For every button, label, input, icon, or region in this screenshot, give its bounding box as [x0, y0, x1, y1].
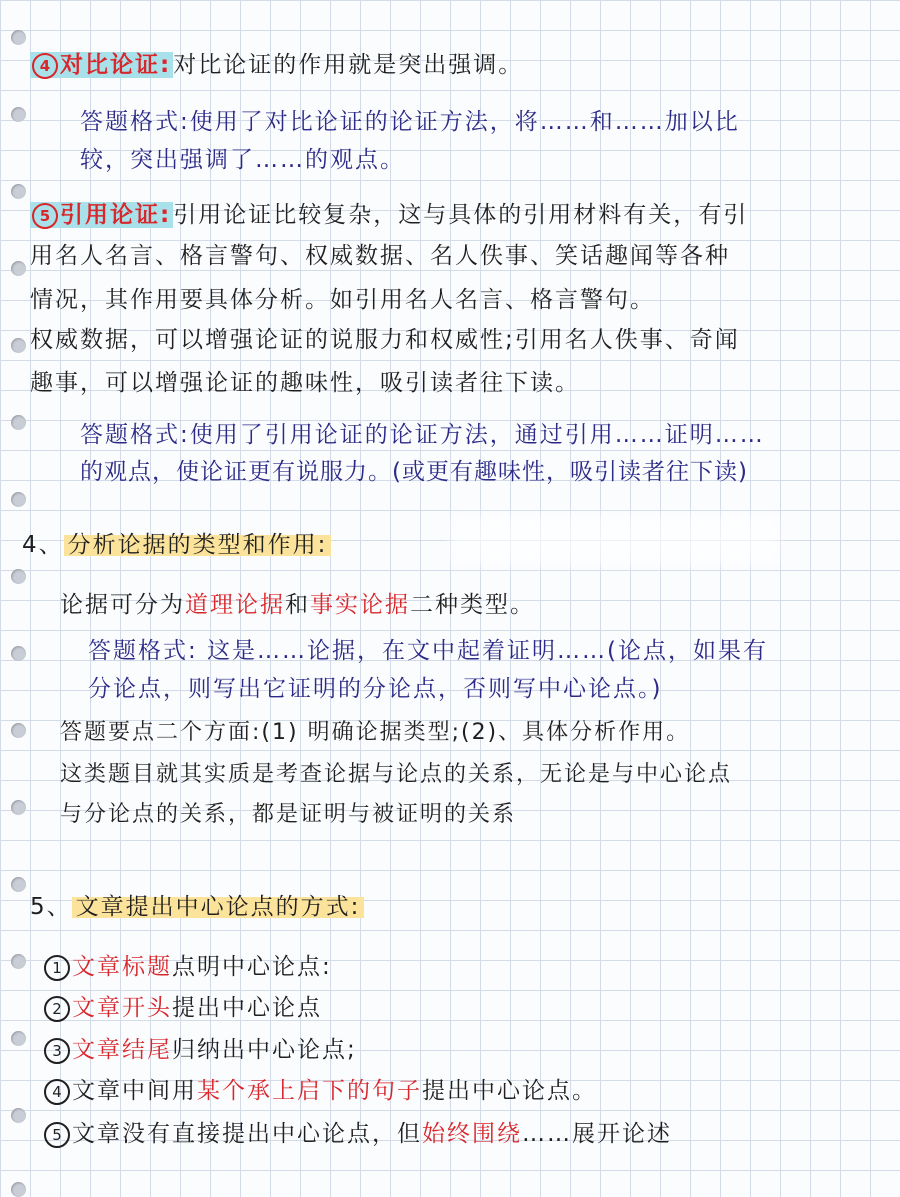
contrast-argument-heading: 4 对比论证:	[30, 52, 173, 78]
section-5-title: 5、 文章提出中心论点的方式:	[30, 892, 364, 922]
binder-hole	[11, 1031, 26, 1046]
eraser-smudge	[450, 515, 780, 565]
binder-hole	[11, 338, 26, 353]
citation-argument-line-3: 情况，其作用要具体分析。如引用名人名言、格言警句。	[30, 287, 655, 313]
citation-argument-line-1: 5 引用论证:引用论证比较复杂，这与具体的引用材料有关，有引	[30, 200, 748, 230]
citation-argument-line-4: 权威数据，可以增强论证的说服力和权威性;引用名人佚事、奇闻	[30, 327, 740, 353]
citation-format-line-1: 答题格式:使用了引用论证的论证方法，通过引用……证明……	[80, 422, 765, 448]
binder-hole	[11, 1108, 26, 1123]
method-item: 4 文章中间用某个承上启下的句子提出中心论点。	[44, 1076, 597, 1106]
binder-hole	[11, 877, 26, 892]
method-item: 2 文章开头提出中心论点	[44, 993, 322, 1023]
citation-format-line-2: 的观点，使论证更有说服力。(或更有趣味性，吸引读者往下读)	[80, 459, 748, 485]
citation-argument-heading: 5 引用论证:	[30, 202, 173, 228]
citation-argument-line-2: 用名人名言、格言警句、权威数据、名人佚事、笑话趣闻等各种	[30, 243, 730, 269]
section-4-title: 4、 分析论据的类型和作用:	[22, 530, 331, 560]
method-item: 5 文章没有直接提出中心论点，但始终围绕……展开论述	[44, 1119, 672, 1149]
binder-hole	[11, 30, 26, 45]
binder-hole	[11, 800, 26, 815]
binder-hole	[11, 954, 26, 969]
method-item: 3 文章结尾归纳出中心论点;	[44, 1035, 357, 1065]
contrast-format-line-1: 答题格式:使用了对比论证的论证方法，将……和……加以比	[80, 109, 740, 135]
contrast-argument-line: 4 对比论证:对比论证的作用就是突出强调。	[30, 50, 523, 80]
binder-hole	[11, 184, 26, 199]
binder-hole	[11, 569, 26, 584]
binder-hole	[11, 646, 26, 661]
citation-argument-line-5: 趣事，可以增强论证的趣味性，吸引读者往下读。	[30, 370, 580, 396]
section-4-format-line-1: 答题格式: 这是……论据，在文中起着证明……(论点，如果有	[88, 638, 769, 664]
binder-hole	[11, 492, 26, 507]
binder-hole	[11, 1182, 26, 1197]
method-item: 1 文章标题点明中心论点:	[44, 952, 332, 982]
section-4-points: 答题要点二个方面:(1) 明确论据类型;(2)、具体分析作用。	[60, 720, 691, 745]
section-4-intro: 论据可分为道理论据和事实论据二种类型。	[60, 592, 535, 618]
binder-hole	[11, 723, 26, 738]
section-4-format-line-2: 分论点，则写出它证明的分论点，否则写中心论点。)	[88, 676, 663, 702]
contrast-format-line-2: 较，突出强调了……的观点。	[80, 147, 405, 173]
section-4-note-line-1: 这类题目就其实质是考查论据与论点的关系，无论是与中心论点	[60, 762, 733, 787]
binder-hole	[11, 261, 26, 276]
binder-hole	[11, 107, 26, 122]
binder-hole	[11, 415, 26, 430]
section-4-note-line-2: 与分论点的关系，都是证明与被证明的关系	[60, 802, 517, 827]
